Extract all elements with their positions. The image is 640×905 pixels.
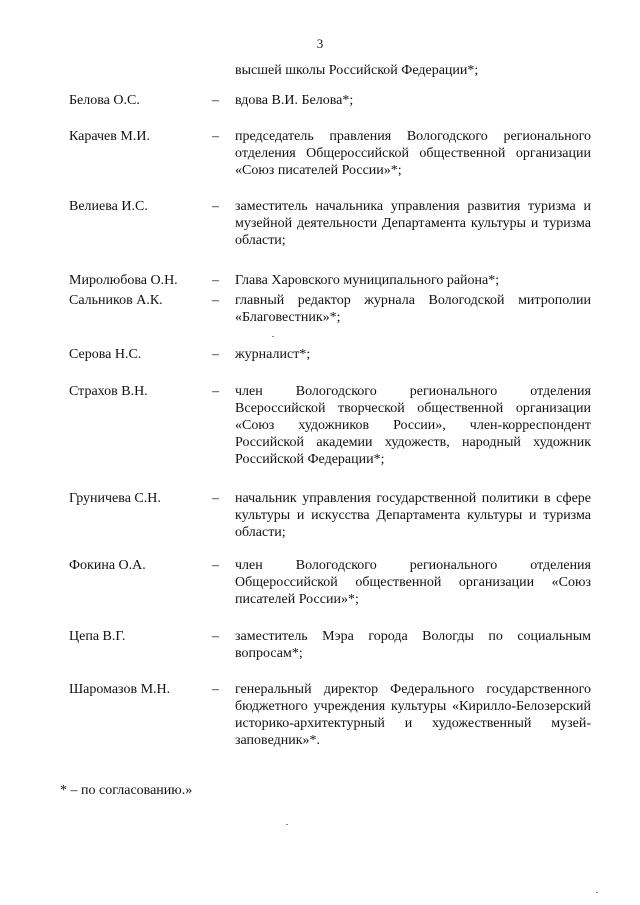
dash-separator: –: [212, 682, 219, 697]
member-name: Цепа В.Г.: [69, 629, 126, 644]
member-role: Глава Харовского муниципального района*;: [235, 273, 500, 288]
member-role: вдова В.И. Белова*;: [235, 93, 354, 108]
member-role: заместитель начальника управления развития туризма и музейной деятельности Департамента культуры и туризма области;: [235, 199, 591, 248]
dash-separator: –: [212, 199, 219, 214]
scan-speck: [596, 892, 598, 893]
dash-separator: –: [212, 384, 219, 399]
dash-separator: –: [212, 293, 219, 308]
member-name: Фокина О.А.: [69, 558, 146, 573]
dash-separator: –: [212, 347, 219, 362]
page-number: 3: [316, 36, 324, 51]
member-role: член Вологодского регионального отделения Всероссийской творческой общественной организации «Союз художников России», член-корреспондент Российской академии художеств, народный художник Российской Федерации*;: [235, 384, 591, 467]
dash-separator: –: [212, 491, 219, 506]
member-role: председатель правления Вологодского регионального отделения Общероссийской общественной организации «Союз писателей России»*;: [235, 129, 591, 178]
member-name: Миролюбова О.Н.: [69, 273, 178, 288]
scan-speck: [272, 336, 274, 337]
member-role: начальник управления государственной политики в сфере культуры и искусства Департамента культуры и туризма области;: [235, 491, 591, 540]
dash-separator: –: [212, 93, 219, 108]
dash-separator: –: [212, 558, 219, 573]
member-name: Шаромазов М.Н.: [69, 682, 171, 697]
member-role: заместитель Мэра города Вологды по социальным вопросам*;: [235, 629, 591, 661]
member-role: член Вологодского регионального отделения Общероссийской общественной организации «Союз писателей России»*;: [235, 558, 591, 607]
dash-separator: –: [212, 629, 219, 644]
member-name: Велиева И.С.: [69, 199, 148, 214]
member-name: Белова О.С.: [69, 93, 140, 108]
continuation-text: высшей школы Российской Федерации*;: [235, 63, 479, 78]
member-role: генеральный директор Федерального государственного бюджетного учреждения культуры «Кирилло-Белозерский историко-архитектурный и художественный музей-заповедник»*.: [235, 682, 591, 748]
member-role: главный редактор журнала Вологодской митрополии «Благовестник»*;: [235, 293, 591, 325]
scan-speck: [286, 824, 288, 825]
member-name: Страхов В.Н.: [69, 384, 148, 399]
dash-separator: –: [212, 129, 219, 144]
dash-separator: –: [212, 273, 219, 288]
member-name: Сальников А.К.: [69, 293, 163, 308]
member-name: Груничева С.Н.: [69, 491, 161, 506]
member-role: журналист*;: [235, 347, 311, 362]
member-name: Карачев М.И.: [69, 129, 150, 144]
footnote: * – по согласованию.»: [60, 783, 193, 798]
member-name: Серова Н.С.: [69, 347, 142, 362]
